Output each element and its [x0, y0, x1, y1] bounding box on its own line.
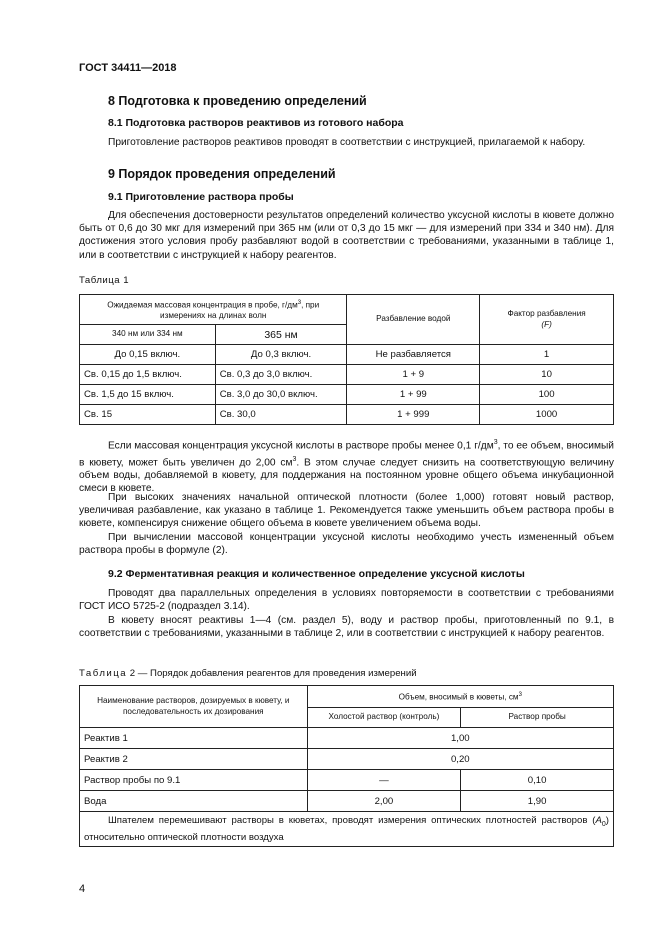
table-2-note: Шпателем перемешивают растворы в кюветах, проводят измерения оптических плотностей растворов $(A_0)$ относительно оптической плотности воздуха	[80, 812, 614, 847]
table-cell: Раствор пробы по 9.1	[80, 770, 308, 791]
section-9-1-paragraph-2: Если массовая концентрация уксусной кислоты в растворе пробы менее 0,1 $г/дм^3$, то ее объем, вносимый в кювету, может быть увеличен до 2,00 $см^3$. В этом случае следует снизить на соответствующую величину объем воды, добавляемой в кювету, для поддержания на постоянном уровне общего объема инкубационной смеси в кювете.	[79, 439, 614, 495]
section-9-2-paragraph-2: В кювету вносят реактивы 1—4 (см. раздел 5), воду и раствор пробы, приготовленный по 9.1, в соответствии с требованиями, указанными в таблице 2, или в соответствии с инструкцией к набору реагентов.	[79, 615, 614, 640]
table-2-header-blank: Холостой раствор (контроль)	[307, 708, 461, 728]
table-cell: 0,20	[307, 749, 613, 770]
table-cell: 10	[480, 365, 614, 385]
table-cell: 1 + 999	[347, 405, 480, 425]
table-cell: 1,00	[307, 728, 613, 749]
table-cell: Св. 3,0 до 30,0 включ.	[215, 385, 347, 405]
table-cell: 1000	[480, 405, 614, 425]
table-cell: Реактив 1	[80, 728, 308, 749]
section-8-1-title: 8.1 Подготовка растворов реактивов из готового набора	[108, 117, 404, 129]
table-cell: До 0,15 включ.	[80, 345, 216, 365]
table-cell: Св. 0,3 до 3,0 включ.	[215, 365, 347, 385]
table-2-header-name: Наименование растворов, дозируемых в кювету, и последовательность их дозирования	[80, 686, 308, 728]
table-cell: Св. 15	[80, 405, 216, 425]
table-cell: Вода	[80, 791, 308, 812]
table-2-header-volume: Объем, вносимый в кюветы, $см^3$	[307, 686, 613, 708]
table-row	[80, 749, 614, 770]
table-cell: Св. 0,15 до 1,5 включ.	[80, 365, 216, 385]
table-2	[79, 685, 614, 847]
table-1-caption: Таблица 1	[79, 275, 130, 286]
table-cell: До 0,3 включ.	[215, 345, 347, 365]
table-cell: Не разбавляется	[347, 345, 480, 365]
table-row	[80, 728, 614, 749]
document-code: ГОСТ 34411—2018	[79, 62, 177, 74]
section-9-title: 9 Порядок проведения определений	[108, 167, 336, 181]
table-1-header-concentration: Ожидаемая массовая концентрация в пробе, $г/дм^3$, при измерениях на длинах волн	[80, 295, 347, 325]
table-row	[80, 405, 614, 425]
table-cell: —	[307, 770, 461, 791]
table-1-header-365: 365 нм	[215, 325, 347, 345]
table-row	[80, 365, 614, 385]
table-1-header-dilution: Разбавление водой	[347, 295, 480, 345]
section-9-1-paragraph-3: При высоких значениях начальной оптической плотности (более 1,000) готовят новый раствор, увеличивая разбавление, как указано в таблице 1. Рекомендуется также уменьшить объем раствора пробы в кювете, компенсируя снижение общего объема в кювете увеличением объема воды.	[79, 492, 614, 530]
section-9-2-title: 9.2 Ферментативная реакция и количественное определение уксусной кислоты	[108, 568, 525, 580]
section-8-title: 8 Подготовка к проведению определений	[108, 94, 367, 108]
table-cell: Св. 30,0	[215, 405, 347, 425]
section-9-2-paragraph-1: Проводят два параллельных определения в условиях повторяемости в соответствии с требованиями ГОСТ ИСО 5725-2 (подраздел 3.14).	[79, 588, 614, 613]
table-cell: 1 + 9	[347, 365, 480, 385]
table-row	[80, 770, 614, 791]
table-cell: 2,00	[307, 791, 461, 812]
table-cell: 1,90	[461, 791, 614, 812]
page-number: 4	[79, 883, 86, 895]
table-1-header-340: 340 нм или 334 нм	[80, 325, 216, 345]
table-2-caption: Таблица 2 — Порядок добавления реагентов для проведения измерений	[79, 668, 417, 679]
table-row	[80, 385, 614, 405]
section-9-1-paragraph-1: Для обеспечения достоверности результатов определений количество уксусной кислоты в кювете должно быть от 0,6 до 30 мкг для измерений при 365 нм (или от 0,3 до 15 мкг — для измерений при 334 и 340 нм). Для достижения этого условия пробу разбавляют водой в соответствии с требованиями, указанными в таблице 1, или в соответствии с инструкцией к набору реагентов.	[79, 210, 614, 261]
table-cell: Реактив 2	[80, 749, 308, 770]
section-9-1-title: 9.1 Приготовление раствора пробы	[108, 191, 294, 203]
table-cell: 1	[480, 345, 614, 365]
section-8-1-paragraph: Приготовление растворов реактивов проводят в соответствии с инструкцией, прилагаемой к набору.	[108, 137, 586, 148]
table-cell: 0,10	[461, 770, 614, 791]
table-cell: 1 + 99	[347, 385, 480, 405]
table-2-header-sample: Раствор пробы	[461, 708, 614, 728]
section-9-1-paragraph-4: При вычислении массовой концентрации уксусной кислоты необходимо учесть измененный объем раствора пробы в формуле (2).	[79, 532, 614, 557]
table-1-header-factor: Фактор разбавления (F)	[480, 295, 614, 345]
table-1	[79, 294, 614, 425]
table-cell: Св. 1,5 до 15 включ.	[80, 385, 216, 405]
table-row	[80, 791, 614, 812]
table-row	[80, 345, 614, 365]
table-cell: 100	[480, 385, 614, 405]
